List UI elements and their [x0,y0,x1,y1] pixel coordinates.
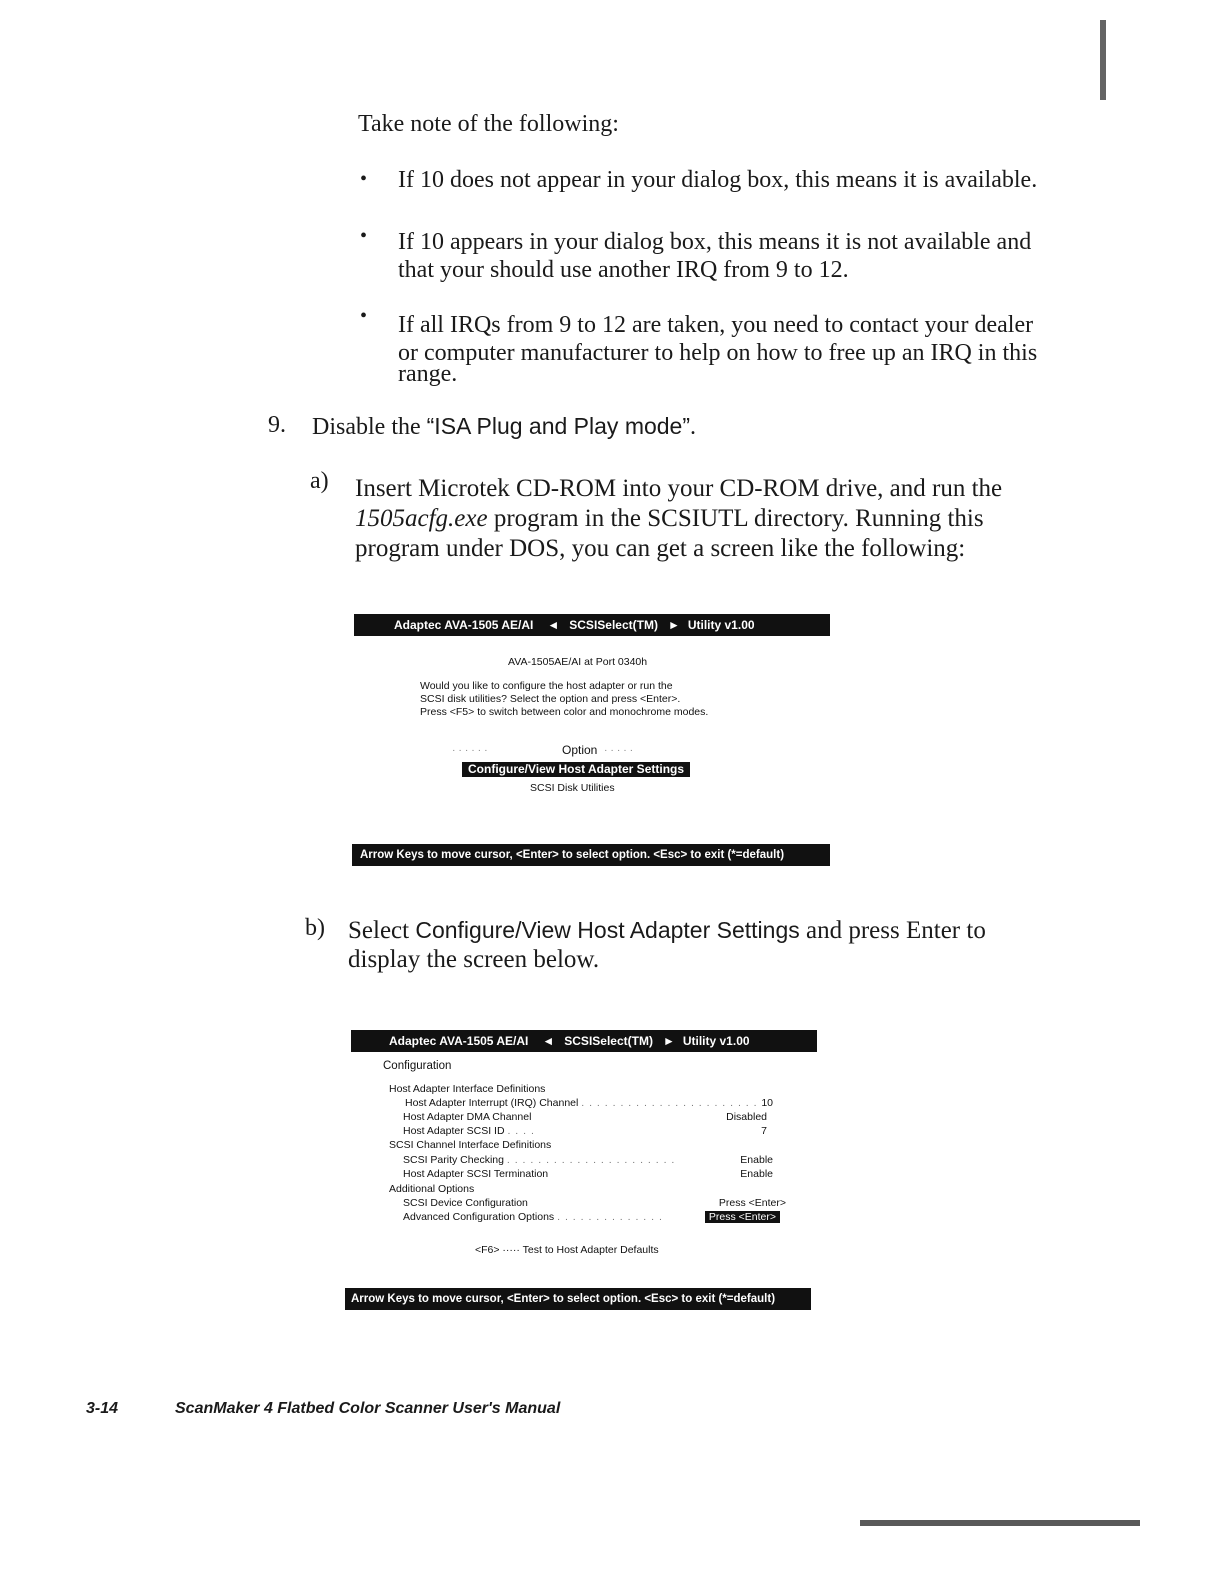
step-9-text: Disable the “ISA Plug and Play mode”. [312,413,697,440]
setting-row-advanced-config[interactable] [403,1211,780,1223]
scsiselect-screen-main-menu [354,614,830,866]
bullet-marker: • [360,168,368,190]
group-additional-options: Additional Options [389,1183,475,1195]
arrow-right-icon: ► [662,1034,675,1048]
utility-version: Utility v1.00 [687,618,755,632]
bullet-2-line-1: If 10 appears in your dialog box, this means it is not available and [398,229,1032,255]
bullet-3-line-1: If all IRQs from 9 to 12 are taken, you need to contact your dealer [398,312,1034,338]
title-bar [354,614,830,636]
step-a-line-1: Insert Microtek CD-ROM into your CD-ROM drive, and run the [355,475,1003,502]
step-label-b: b) [305,915,325,941]
setting-row-device-config[interactable] [403,1197,786,1209]
setting-label: Host Adapter SCSI ID [403,1125,505,1137]
step-number: 9. [268,412,286,438]
setting-row-irq[interactable] [405,1097,773,1109]
utility-version: Utility v1.00 [682,1034,750,1048]
option-header: Option [562,743,598,757]
step-label-a: a) [310,468,329,494]
setting-label: Host Adapter DMA Channel [403,1111,532,1123]
menu-item-configure[interactable]: Configure/View Host Adapter Settings [462,762,690,777]
option-dots-left: · · · · · · [452,744,488,756]
arrow-left-icon: ◄ [542,1034,555,1048]
setting-value: Press <Enter> [718,1197,786,1209]
adapter-name: Adaptec AVA-1505 AE/AI [389,1034,529,1048]
port-info: AVA-1505AE/AI at Port 0340h [508,656,648,668]
bullet-3-line-2: or computer manufacturer to help on how to free up an IRQ in this [398,340,1038,366]
utility-name: SCSISelect(TM) [564,1034,653,1048]
prompt-line-1: Would you like to configure the host adapter or run the [420,680,673,692]
scsiselect-screen-configuration [351,1030,817,1310]
setting-label: Advanced Configuration Options [403,1211,555,1223]
step-9-emphasis: “ISA Plug and Play mode” [426,413,691,439]
status-bar [352,844,830,866]
manual-title: ScanMaker 4 Flatbed Color Scanner User's Manual [175,1400,561,1417]
step-a-line-2: 1505acfg.exe program in the SCSIUTL directory. Running this [355,505,984,532]
prompt-line-2: SCSI disk utilities? Select the option and press <Enter>. [420,693,681,705]
arrow-right-icon: ► [667,618,680,632]
bullet-marker: • [360,225,368,247]
setting-label: Host Adapter Interrupt (IRQ) Channel [405,1097,579,1109]
step-b-emphasis: Configure/View Host Adapter Settings [415,917,800,943]
status-text: Arrow Keys to move cursor, <Enter> to select option. <Esc> to exit (*=default) [351,1293,776,1305]
setting-row-parity[interactable] [403,1154,773,1166]
adapter-name: Adaptec AVA-1505 AE/AI [394,618,534,632]
scan-artifact [860,1520,1140,1526]
bullet-3-line-3: range. [398,361,458,387]
f6-hint: <F6> ····· Test to Host Adapter Defaults [475,1244,659,1256]
setting-label: SCSI Device Configuration [403,1197,528,1209]
bullet-2-line-2: that your should use another IRQ from 9 to 12. [398,257,849,283]
prompt-line-3: Press <F5> to switch between color and monochrome modes. [420,706,709,718]
filename: 1505acfg.exe [355,505,488,532]
config-heading: Configuration [383,1060,452,1072]
setting-value: Enable [740,1154,773,1166]
setting-value: Disabled [726,1111,767,1123]
bullet-1: If 10 does not appear in your dialog box, this means it is available. [398,167,1038,193]
setting-value: 7 [761,1125,767,1137]
group-scsi-interface: SCSI Channel Interface Definitions [389,1139,552,1151]
scan-artifact [1100,20,1106,100]
utility-name: SCSISelect(TM) [569,618,658,632]
setting-value-selected[interactable]: Press <Enter> [705,1211,780,1223]
menu-item-disk-utilities[interactable]: SCSI Disk Utilities [530,782,615,794]
setting-row-dma[interactable] [403,1111,767,1123]
title-bar [351,1030,817,1052]
page-number: 3-14 [86,1400,119,1417]
step-a-line-3: program under DOS, you can get a screen like the following: [355,535,966,562]
option-dots-right: · · · · · [604,744,634,756]
leader-dots: . . . . . . . . . . . . . . . . . . . . . . [506,1154,676,1166]
setting-value: Enable [740,1168,773,1180]
arrow-left-icon: ◄ [547,618,560,632]
setting-value: 10 [761,1097,773,1109]
leader-dots: . . . . . . . . . . . . . . . . . . . . . . . [581,1097,758,1109]
leader-dots: . . . . . . . . . . . . . . [557,1211,663,1223]
setting-label: SCSI Parity Checking [403,1154,504,1166]
group-host-interface: Host Adapter Interface Definitions [389,1083,546,1095]
step-b-line-1: Select Configure/View Host Adapter Settings and press Enter to [348,917,986,944]
setting-label: Host Adapter SCSI Termination [403,1168,549,1180]
status-bar [345,1288,811,1310]
intro-text: Take note of the following: [358,111,619,137]
step-b-line-2: display the screen below. [348,946,600,973]
status-text: Arrow Keys to move cursor, <Enter> to select option. <Esc> to exit (*=default) [360,849,785,861]
setting-row-scsi-id[interactable] [403,1125,767,1137]
bullet-marker: • [360,305,368,327]
leader-dots: . . . . [507,1125,535,1137]
setting-row-termination[interactable] [403,1168,773,1180]
